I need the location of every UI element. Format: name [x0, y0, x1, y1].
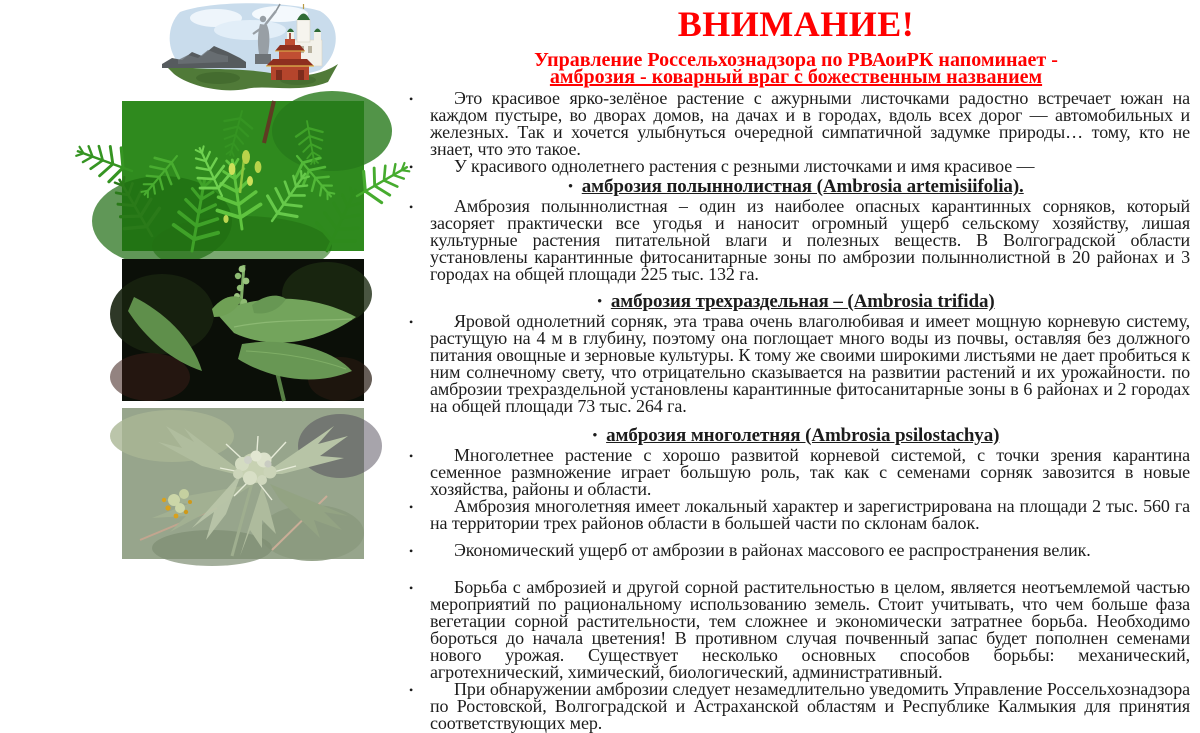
paragraph-text: Амброзия многолетняя имеет локальный характер и зарегистрирована на площади 2 тыс. 560 га на территории трех районов области в большей части по склонам балок. — [430, 496, 1190, 533]
bullet-marker: • — [597, 293, 602, 308]
ambrosia-artemisiifolia-photo — [122, 101, 364, 251]
article-body — [402, 90, 1190, 732]
bullet-marker: • — [409, 544, 414, 558]
paragraph-text: Многолетнее растение с хорошо развитой корневой системой, с точки зрения карантина семенное размножение играет большую роль, так как с семенами сорняк завозится в новые хозяйства, районы и области. — [430, 445, 1190, 499]
subtitle-line-1: Управление Россельхознадзора по РВАоиРК напоминает - — [534, 49, 1058, 71]
paragraph-text: Экономический ущерб от амброзии в районах массового ее распространения велик. — [454, 540, 1091, 560]
paragraph-text: Борьба с амброзией и другой сорной растительностью в целом, является неотъемлемой частью мероприятий по рациональному использованию земель. Стоит учитывать, что чем больше фаза вегетации сорной растительности, тем сложнее и экономически затратнее борьба. Необходимо бороться до начала цветения! В противном случая почвенный запас будет пополнен семенами нового урожая. Существует несколько основных способов борьбы: механический, агротехнический, химический, биологический, административный. — [430, 577, 1190, 682]
heading-ambrosia-trifida — [402, 291, 1190, 312]
regions-monuments-collage-logo — [158, 2, 348, 94]
poster-header — [400, 4, 1192, 86]
paragraph-text: У красивого однолетнего растения с резными листочками и имя красивое — — [454, 156, 1035, 176]
ambrosia-trifida-photo — [122, 259, 364, 401]
bullet-marker: • — [409, 449, 414, 463]
bullet-paragraph-economic-damage — [402, 542, 1190, 559]
paragraph-text: Амброзия полыннолистная – один из наиболее опасных карантинных сорняков, который засоряет практически все угодья и наносит огромный ущерб сельскому хозяйству, лишая культурные растения питательной влаги и полезных веществ. В Волгоградской области установлены карантинные фитосанитарные зоны по амброзии полыннолистной в 20 районах и 3 городах на общей площади 225 тыс. 132 га. — [430, 196, 1190, 284]
photo2-graphic — [122, 259, 364, 401]
logo-graphic — [158, 2, 348, 94]
heading-text: амброзия трехраздельная – (Ambrosia trifida) — [610, 291, 995, 312]
paragraph-text: При обнаружении амброзии следует незамедлительно уведомить Управление Россельхознадзора по Ростовской, Волгоградской и Астраханской областям и Республике Калмыкия для принятия соответствующих мер. — [430, 679, 1190, 733]
bullet-paragraph-name-intro — [402, 158, 1190, 175]
bullet-paragraph-intro — [402, 90, 1190, 158]
bullet-marker: • — [409, 160, 414, 174]
bullet-marker: • — [409, 315, 414, 329]
bullet-paragraph-local-area — [402, 498, 1190, 532]
subtitle — [400, 49, 1192, 88]
heading-text: амброзия полыннолистная (Ambrosia artemisiifolia). — [581, 176, 1024, 197]
photo1-graphic — [122, 101, 364, 251]
bullet-marker: • — [592, 427, 598, 442]
bullet-marker: • — [409, 92, 414, 106]
bullet-paragraph-artemisiifolia — [402, 198, 1190, 283]
bullet-paragraph-psilostachya — [402, 447, 1190, 498]
bullet-paragraph-control-methods — [402, 579, 1190, 681]
paragraph-text: Это красивое ярко-зелёное растение с ажурными листочками радостно встречает южан на каждом пустыре, во дворах домов, на дачах и в городах, вдоль всех дорог — автомобильных и железных. Так и хочется улыбнуться очередной симпатичной задумке природы… тому, кто не знает, что это такое. — [430, 88, 1190, 159]
bullet-paragraph-notify — [402, 681, 1190, 732]
heading-ambrosia-psilostachya — [402, 425, 1190, 446]
bullet-marker: • — [409, 683, 414, 697]
subtitle-line-2: амброзия - коварный враг с божественным названием — [549, 66, 1043, 88]
bullet-marker: • — [409, 500, 414, 514]
bullet-paragraph-trifida — [402, 313, 1190, 415]
bullet-marker: • — [568, 178, 573, 193]
heading-text: амброзия многолетняя (Ambrosia psilostachya) — [606, 425, 1000, 446]
paragraph-text: Яровой однолетний сорняк, эта трава очень влаголюбивая и имеет мощную корневую систему, растущую на 4 м в глубину, поэтому она поглощает много воды из почвы, оставляя без должного питания овощные и зерновые культуры. К тому же своими широкими листьями не дает пробиться к ним солнечному свету, что отрицательно сказывается на развитии растений и их урожайности. по амброзии трехраздельной установлены карантинные фитосанитарные зоны в 6 районах и 2 городах на общей площади 73 тыс. 264 га. — [430, 311, 1190, 416]
photo3-graphic — [122, 408, 364, 559]
ambrosia-psilostachya-photo — [122, 408, 364, 559]
page-title: ВНИМАНИЕ! — [677, 4, 915, 44]
bullet-marker: • — [409, 581, 414, 595]
heading-ambrosia-artemisiifolia — [402, 176, 1190, 197]
bullet-marker: • — [409, 200, 414, 214]
